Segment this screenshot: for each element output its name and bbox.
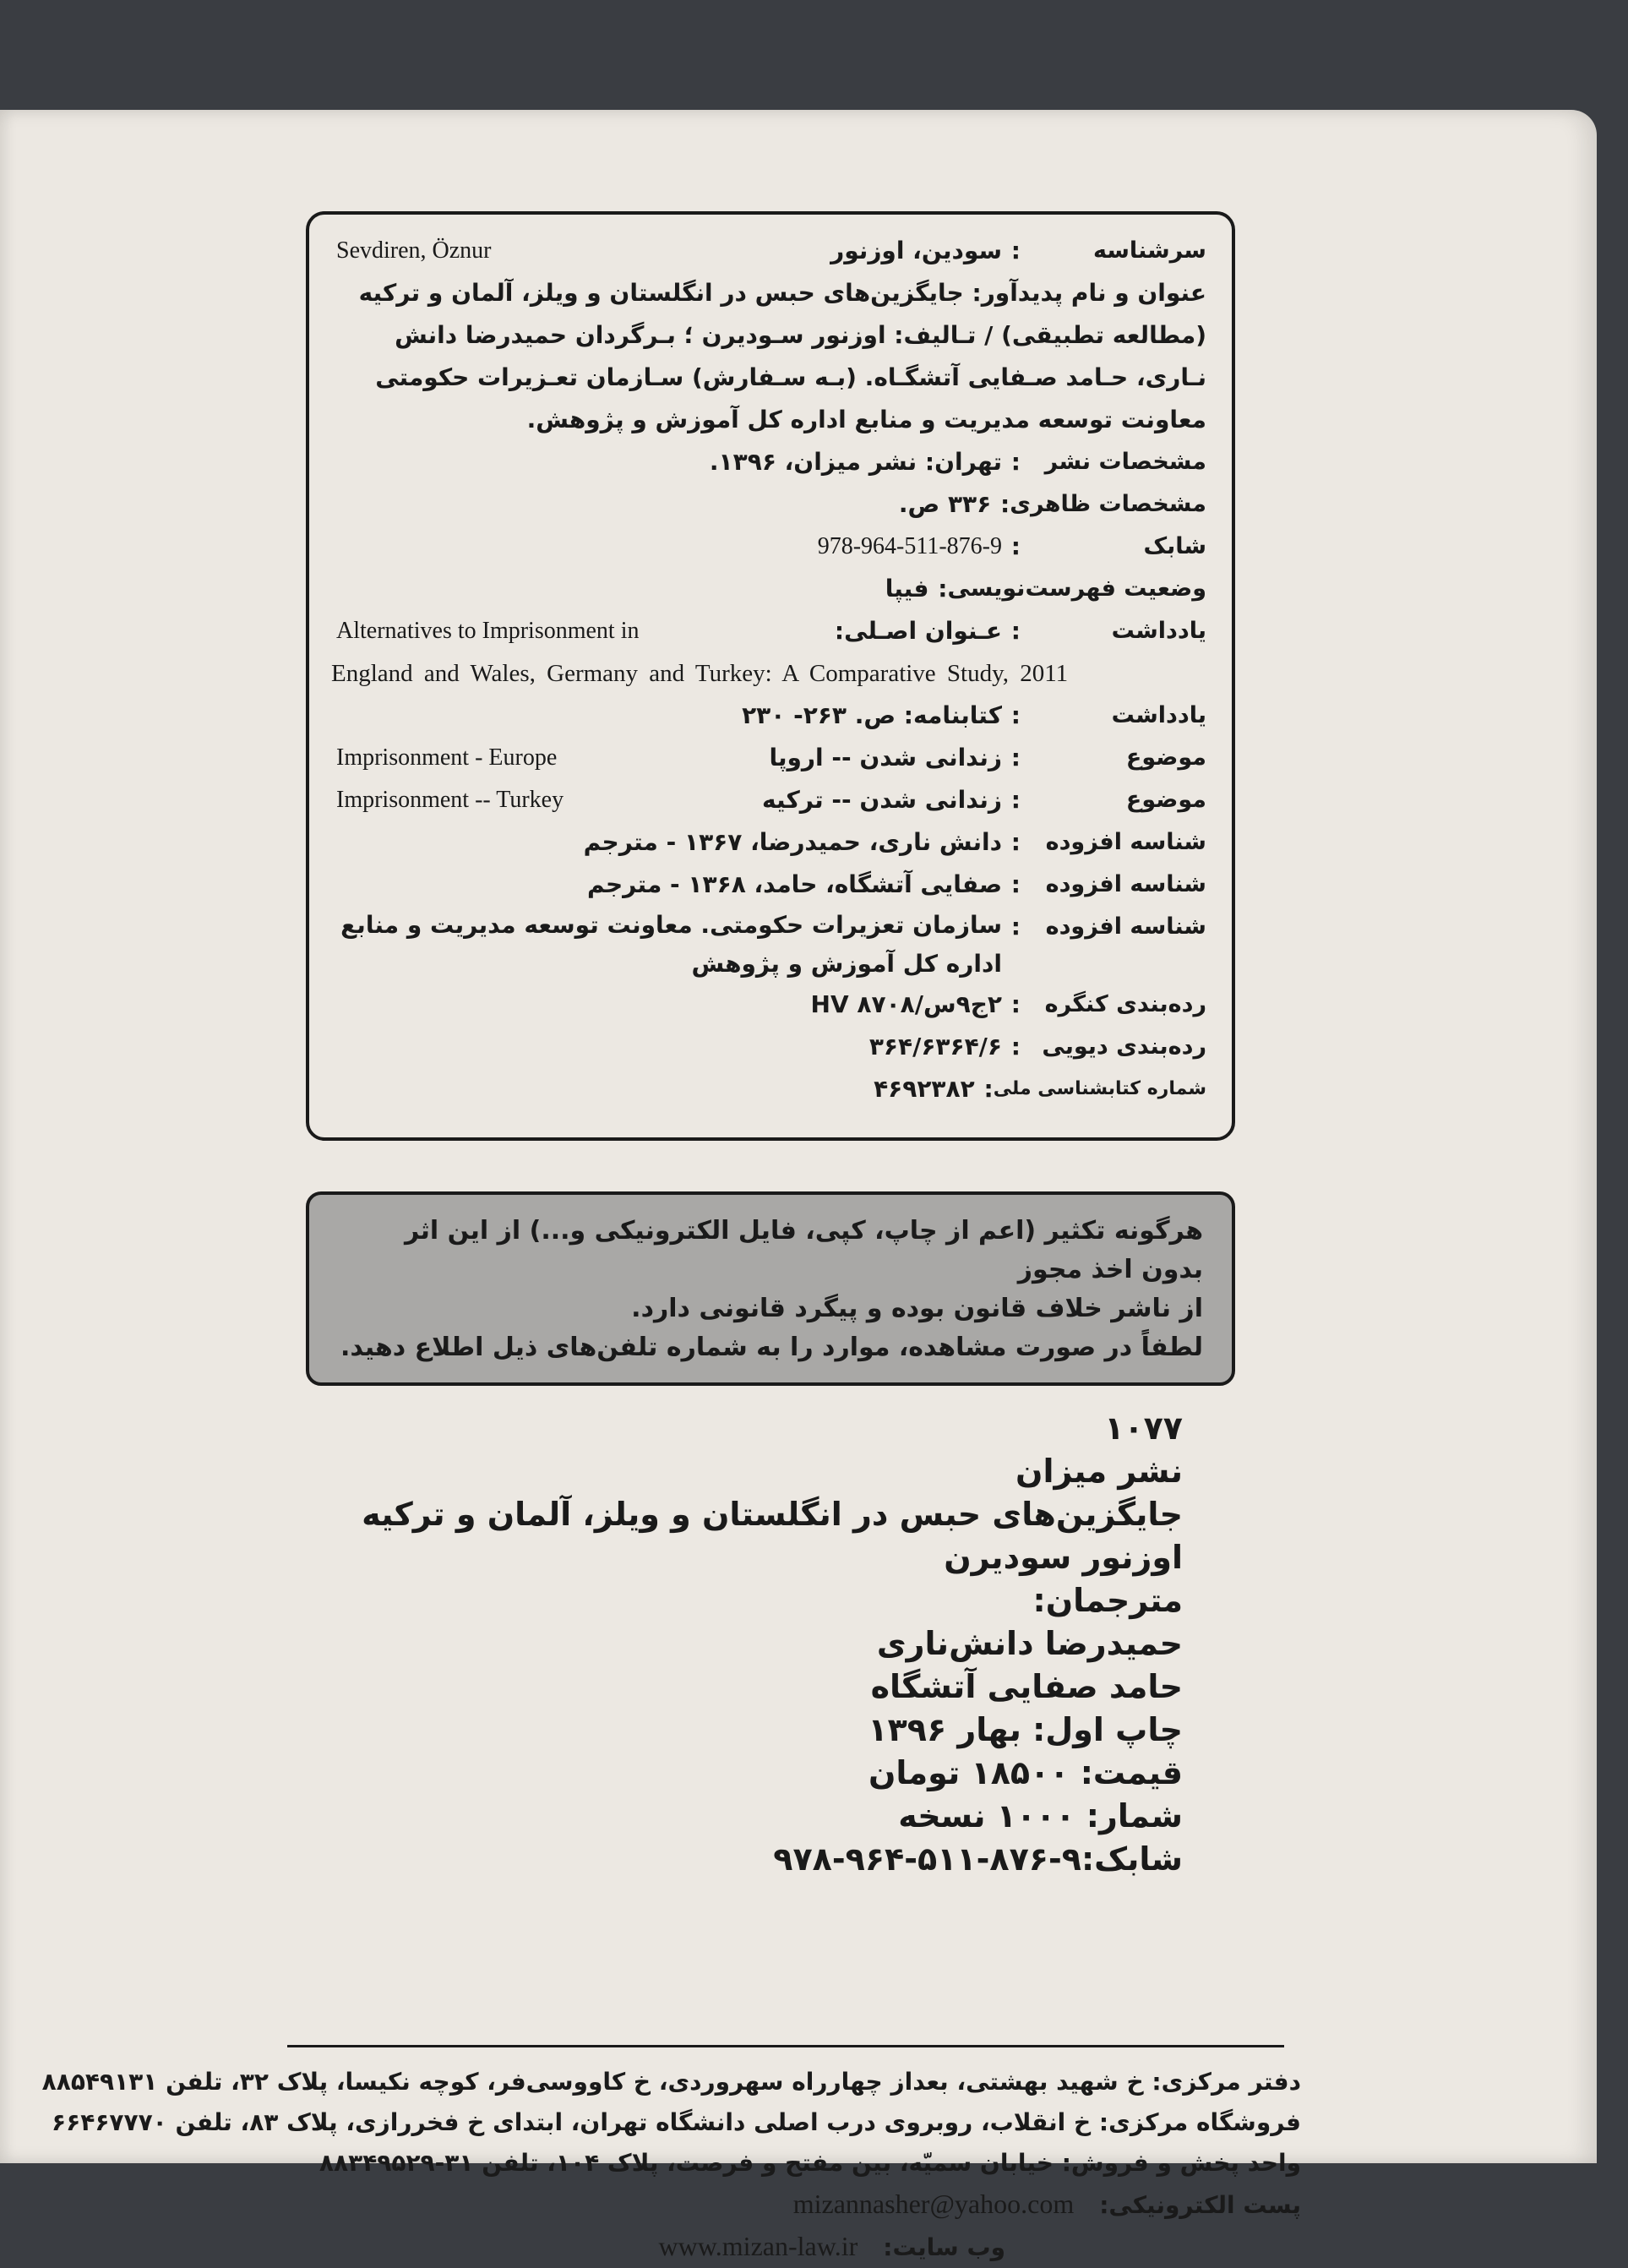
cip-label: وضعیت فهرست‌نویسی: [947, 575, 1206, 602]
cip-value-latin: Imprisonment -- Turkey: [336, 787, 564, 813]
cip-value: ۳۶۴/۶۳۶۴/۶: [868, 1033, 1002, 1060]
cip-separator: :: [1010, 870, 1021, 898]
cip-value: کتابنامه: ص. ۲۶۳- ۲۳۰: [742, 701, 1002, 729]
cip-label: یادداشت: [1111, 702, 1206, 728]
cip-value: ۳۳۶ ص.: [898, 490, 992, 518]
edition-info: چاپ اول: بهار ۱۳۹۶: [868, 1711, 1183, 1748]
email-label: پست الکترونیکی:: [1099, 2191, 1301, 2219]
cip-value: ۲ج۹س/HV ۸۷۰۸: [810, 990, 1002, 1018]
cip-value-latin: Imprisonment - Europe: [336, 744, 558, 771]
warning-line: هرگونه تکثیر (اعم از چاپ، کپی، فایل الکترونیکی و...) از این اثر بدون اخذ مجوز: [404, 1216, 1203, 1284]
cip-label: شماره کتابشناسی ملی: [993, 1078, 1206, 1099]
cip-label: موضوع: [1125, 787, 1206, 813]
cip-label: شناسه افزوده: [1045, 871, 1206, 897]
footer-divider: [287, 2045, 1284, 2047]
cip-row-note-original-title: [331, 610, 1206, 652]
cip-separator: :: [1000, 490, 1010, 518]
cip-value: زندانی شدن -- اروپا: [769, 744, 1002, 771]
isbn-info: شابک:۹-۸۷۶-۵۱۱-۹۶۴-۹۷۸: [773, 1840, 1183, 1878]
cip-separator: :: [1010, 237, 1021, 264]
book-page: [0, 110, 1597, 2261]
cip-row-subject: [331, 737, 1206, 779]
cip-row-publication: [331, 441, 1206, 483]
colophon: [362, 1407, 1183, 1881]
translators-label: مترجمان:: [1032, 1582, 1183, 1619]
cip-row-lc-classification: [331, 984, 1206, 1026]
cip-label: رده‌بندی کنگره: [1044, 991, 1206, 1017]
cip-label: مشخصات ظاهری: [1010, 491, 1206, 517]
cip-value: 978-964-511-876-9: [817, 533, 1002, 559]
print-run-info: شمار: ۱۰۰۰ نسخه: [898, 1797, 1183, 1835]
author-name: اوزنور سودیرن: [944, 1539, 1183, 1576]
cip-label: شناسه افزوده: [1045, 913, 1206, 940]
cip-label: عنوان و نام پدیدآور: [981, 279, 1206, 307]
cip-separator: :: [1010, 786, 1021, 814]
cip-row-subject: [331, 779, 1206, 821]
cip-row-national-bibliography-number: [331, 1068, 1206, 1110]
cip-row-note-bibliography: [331, 695, 1206, 737]
cip-row-added-entry: [331, 906, 1206, 984]
cip-label: شابک: [1143, 533, 1206, 559]
cip-value: عـنوان اصـلی:: [834, 617, 1002, 645]
cip-separator: :: [1010, 990, 1021, 1018]
publication-number: ۱۰۷۷: [1104, 1409, 1183, 1447]
cip-separator: :: [1010, 532, 1021, 560]
cip-value: تهران: نشر میزان، ۱۳۹۶.: [709, 448, 1002, 476]
cip-separator: :: [1010, 701, 1021, 729]
cip-separator: :: [1010, 913, 1021, 940]
cip-label: مشخصات نشر: [1044, 449, 1206, 475]
central-office-address: دفتر مرکزی: خ شهید بهشتی، بعداز چهارراه سهروردی، خ کاووسی‌فر، کوچه نکیسا، پلاک ۳۲، تلفن ۸۸۵۴۹۱۳۱: [41, 2068, 1301, 2096]
translator-name: حمیدرضا دانش‌ناری: [876, 1625, 1183, 1662]
cataloging-in-publication-box: [306, 211, 1235, 1141]
cip-separator: :: [1010, 744, 1021, 771]
cip-separator: :: [1010, 448, 1021, 476]
email-line: [287, 2183, 1301, 2226]
cip-label: رده‌بندی دیویی: [1042, 1033, 1206, 1060]
cip-row-title: [331, 272, 1206, 441]
website-url[interactable]: www.mizan-law.ir: [658, 2231, 858, 2261]
cip-label: سرشناسه: [1093, 237, 1206, 264]
cip-separator: :: [1010, 828, 1021, 856]
cip-row-added-entry: [331, 864, 1206, 906]
cip-original-title-continuation: England and Wales, Germany and Turkey: A Comparative Study, 2011: [331, 660, 1069, 687]
cip-value-latin: Alternatives to Imprisonment in: [336, 618, 640, 644]
cip-value: جایگزین‌های حبس در انگلستان و ویلز، آلمان و ترکیه (مطالعه تطبیقی) / تـالیف: اوزنور سـودیرن ؛ بـرگردان حمیدرضا دانش نـاری، حـامد صـفایی آتشگـاه. (بـه سـفارش) سـازمان تعـزیرات حکومتی معاونت توسعه مدیریت و منابع اداره کل آموزش و پژوهش.: [358, 279, 1206, 433]
cip-label: شناسه افزوده: [1045, 829, 1206, 855]
cip-value: سازمان تعزیرات حکومتی. معاونت توسعه مدیریت و منابع اداره کل آموزش و پژوهش: [340, 911, 1002, 978]
warning-line: لطفاً در صورت مشاهده، موارد را به شماره تلفن‌های ذیل اطلاع دهید.: [340, 1333, 1203, 1362]
cip-value-latin: Sevdiren, Öznur: [336, 237, 492, 264]
cip-value: زندانی شدن -- ترکیه: [762, 786, 1002, 814]
cip-value: صفایی آتشگاه، حامد، ۱۳۶۸ - مترجم: [586, 870, 1002, 898]
cip-value: سودین، اوزنور: [830, 237, 1002, 264]
warning-line: از ناشر خلاف قانون بوده و پیگرد قانونی دارد.: [631, 1294, 1203, 1323]
cip-value: دانش ناری، حمیدرضا، ۱۳۶۷ - مترجم: [583, 828, 1002, 856]
cip-label: یادداشت: [1111, 618, 1206, 644]
distribution-address: واحد پخش و فروش: خیابان سمیّه، بین مفتح و فرصت، پلاک ۱۰۴، تلفن ۳۱-۸۸۳۴۹۵۲۹: [319, 2149, 1301, 2177]
copyright-warning-box: [306, 1191, 1235, 1386]
publisher-name: نشر میزان: [1015, 1453, 1183, 1490]
website-line: [287, 2226, 1301, 2268]
cip-value: ۴۶۹۲۳۸۲: [874, 1075, 975, 1103]
cip-row-isbn: [331, 526, 1206, 568]
price-info: قیمت: ۱۸۵۰۰ تومان: [868, 1754, 1183, 1791]
book-title: جایگزین‌های حبس در انگلستان و ویلز، آلمان و ترکیه: [362, 1496, 1183, 1533]
central-store-address: فروشگاه مرکزی: خ انقلاب، روبروی درب اصلی دانشگاه تهران، ابتدای خ فخررازی، پلاک ۸۳، تلفن ۶۶۴۶۷۷۷۰: [52, 2108, 1301, 2136]
translator-name: حامد صفایی آتشگاه: [870, 1668, 1183, 1705]
cip-title-statement: عنوان و نام پدیدآور: جایگزین‌های حبس در انگلستان و ویلز، آلمان و ترکیه (مطالعه تطبیقی) / تـالیف: اوزنور سـودیرن ؛ بـرگردان حمیدرضا دانش نـاری، حـامد صـفایی آتشگـاه. (بـه سـفارش) سـازمان تعـزیرات حکومتی معاونت توسعه مدیریت و منابع اداره کل آموزش و پژوهش.: [358, 279, 1206, 433]
cip-separator: :: [1010, 617, 1021, 645]
cip-row-cataloging-status: [331, 568, 1206, 610]
cip-separator: :: [1010, 1033, 1021, 1060]
website-label: وب سایت:: [883, 2233, 1005, 2261]
publisher-contact-footer: [41, 2062, 1301, 2268]
email-address[interactable]: mizannasher@yahoo.com: [792, 2189, 1075, 2219]
cip-row-dewey-classification: [331, 1026, 1206, 1068]
cip-row-main-entry: [331, 230, 1206, 272]
cip-label: موضوع: [1125, 744, 1206, 771]
cip-separator: :: [983, 1075, 994, 1103]
cip-separator: :: [938, 575, 948, 602]
cip-row-added-entry: [331, 821, 1206, 864]
cip-value: فیپا: [885, 575, 929, 602]
cip-row-physical: [331, 483, 1206, 526]
